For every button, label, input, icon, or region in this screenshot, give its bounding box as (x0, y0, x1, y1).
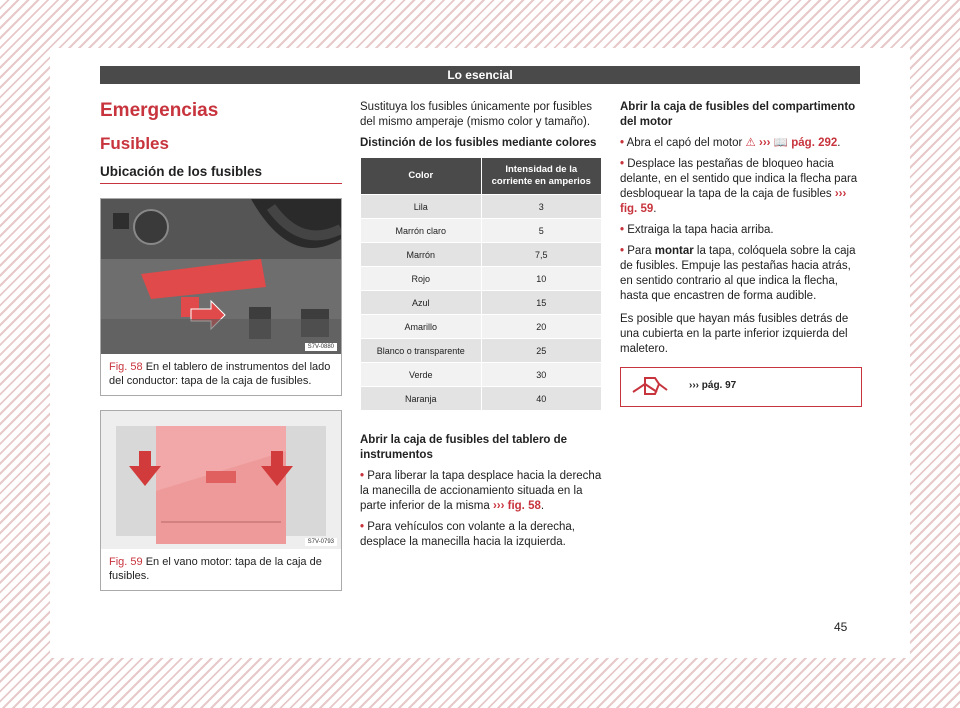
table-row (361, 387, 602, 411)
bullet-item: • Desplace las pestañas de bloqueo hacia delante, en el sentido que indica la flecha para desbloquear la tapa de la caja de fusibles ››› fig. 59. (620, 158, 858, 215)
cell-color: Amarillo (361, 315, 482, 339)
figure-link[interactable]: ››› fig. 58 (492, 500, 541, 512)
image-code: S7V-0880 (305, 343, 337, 351)
bullet-text-bold: montar (654, 245, 694, 257)
bullet-text: Para vehículos con volante a la derecha, desplace la manecilla hacia la izquierda. (360, 521, 576, 548)
caption-text: En el vano motor: tapa de la caja de fusibles. (109, 556, 322, 582)
image-code: S7V-0793 (305, 538, 337, 546)
cell-color: Rojo (361, 267, 482, 291)
book-icon (629, 374, 671, 400)
cell-amps: 30 (481, 363, 602, 387)
bullet-item (360, 469, 602, 514)
warning-icon: ⚠ (745, 137, 756, 149)
page-header: Lo esencial (100, 66, 860, 84)
bullet-icon: • (620, 245, 625, 257)
middle-column (360, 100, 602, 556)
cell-amps: 40 (481, 387, 602, 411)
book-icon: 📖 (773, 137, 789, 149)
cell-amps: 15 (481, 291, 602, 315)
bullet-text-end: la tapa, colóquela sobre la caja de fusibles. Empuje las pestañas hacia atrás, en sentido contrario al que indica la flecha, hasta que encastren de forma audible. (620, 245, 856, 302)
table-row (361, 195, 602, 219)
table-row (361, 291, 602, 315)
cell-amps: 7,5 (481, 243, 602, 267)
cell-color: Marrón (361, 243, 482, 267)
cell-color: Azul (361, 291, 482, 315)
dashboard-illustration (101, 199, 341, 354)
bullet-icon: • (360, 470, 365, 482)
fusebox-image (101, 411, 341, 549)
cell-color: Lila (361, 195, 482, 219)
subsection-title: Ubicación de los fusibles (100, 164, 342, 184)
figure-58-caption (101, 354, 341, 395)
table-title: Distinción de los fusibles mediante colores (360, 137, 597, 149)
table-row (361, 315, 602, 339)
fuse-color-table (360, 157, 602, 411)
cell-amps: 20 (481, 315, 602, 339)
bullet-item (620, 244, 862, 304)
page-link[interactable]: ››› pág. 97 (689, 380, 737, 391)
reference-arrows: ››› (759, 137, 771, 149)
cell-amps: 5 (481, 219, 602, 243)
bullet-icon: • (620, 137, 625, 149)
cell-color: Verde (361, 363, 482, 387)
table-row (361, 363, 602, 387)
figure-59-caption (101, 549, 341, 590)
figure-label: Fig. 58 (109, 361, 143, 373)
table-row (361, 219, 602, 243)
bullet-text: Para (627, 245, 655, 257)
bullet-text: Abra el capó del motor (626, 137, 743, 149)
left-column (100, 100, 342, 591)
cell-amps: 25 (481, 339, 602, 363)
intro-paragraph: Sustituya los fusibles únicamente por fusibles del mismo amperaje (mismo color y tamaño). (360, 101, 593, 128)
reference-box (620, 367, 862, 407)
right-column (620, 100, 862, 407)
cell-amps: 10 (481, 267, 602, 291)
bullet-text-end: . (540, 500, 545, 512)
chapter-title: Emergencias (100, 100, 219, 121)
bullet-icon: • (620, 224, 625, 236)
bullet-icon: • (620, 158, 625, 170)
table-row (361, 243, 602, 267)
table-header-amps: Intensidad de la corriente en amperios (481, 158, 602, 195)
page-link[interactable]: pág. 292 (791, 137, 838, 149)
bullet-text: Para liberar la tapa desplace hacia la derecha la manecilla de accionamiento situada en la parte inferior de la misma (360, 470, 602, 512)
fusebox-illustration (101, 411, 341, 549)
figure-label: Fig. 59 (109, 556, 143, 568)
cell-color: Blanco o transparente (361, 339, 482, 363)
page-number: 45 (834, 620, 848, 634)
cell-amps: 3 (481, 195, 602, 219)
bullet-text: Desplace las pestañas de bloqueo hacia delante, en el sentido que indica la flecha para desbloquear la tapa de la caja de fusibles (620, 158, 858, 200)
bullet-text: Extraiga la tapa hacia arriba. (627, 224, 774, 236)
engine-fusebox-heading: Abrir la caja de fusibles del compartimento del motor (620, 101, 856, 128)
table-header-color: Color (361, 158, 482, 195)
section-title: Fusibles (100, 134, 169, 153)
page (50, 48, 910, 658)
dashboard-fusebox-heading: Abrir la caja de fusibles del tablero de instrumentos (360, 434, 568, 461)
figure-58 (100, 198, 342, 396)
table-row (361, 339, 602, 363)
dashboard-image (101, 199, 341, 354)
bullet-icon: • (360, 521, 365, 533)
figure-link[interactable]: ››› fig. 59 (620, 188, 847, 215)
cell-color: Naranja (361, 387, 482, 411)
table-row (361, 267, 602, 291)
figure-59 (100, 410, 342, 591)
bullet-item (620, 223, 862, 238)
bullet-item (360, 520, 602, 550)
bullet-item: • Abra el capó del motor ⚠ ››› 📖 pág. 292. (620, 137, 841, 149)
note-paragraph: Es posible que hayan más fusibles detrás de una cubierta en la parte inferior izquierda del maletero. (620, 313, 849, 355)
caption-text: En el tablero de instrumentos del lado del conductor: tapa de la caja de fusibles. (109, 361, 331, 387)
cell-color: Marrón claro (361, 219, 482, 243)
